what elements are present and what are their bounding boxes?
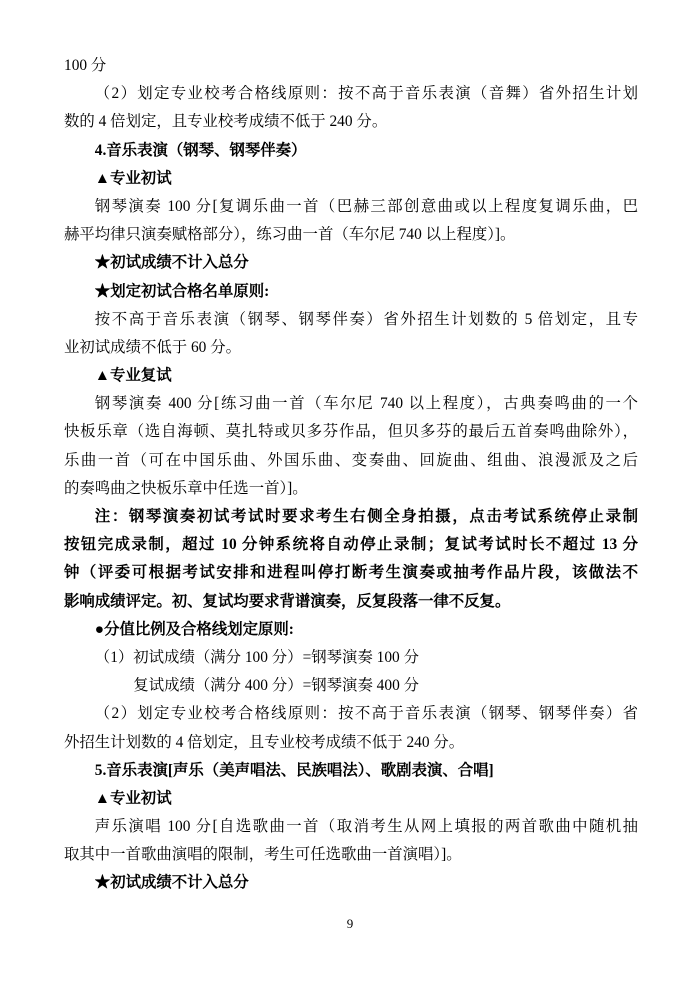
text-line: 的奏鸣曲之快板乐章中任选一首）]。 (64, 479, 308, 497)
text-line: ▲专业复试 (94, 367, 172, 385)
text-line: 按钮完成录制，超过 10 分钟系统将自动停止录制；复试考试时长不超过 13 分 (64, 536, 638, 554)
text-line: 100 分 (64, 57, 107, 74)
text-line: （2）划定专业校考合格线原则：按不高于音乐表演（钢琴、钢琴伴奏）省 (94, 705, 638, 723)
text-line: （1）初试成绩（满分 100 分）=钢琴演奏 100 分 (94, 648, 419, 666)
text-line: ●分值比例及合格线划定原则: (94, 620, 294, 638)
text-line: 赫平均律只演奏赋格部分），练习曲一首（车尔尼 740 以上程度）]。 (64, 226, 516, 244)
text-line: 影响成绩评定。初、复试均要求背谱演奏，反复段落一律不反复。 (64, 592, 511, 610)
text-line: ★划定初试合格名单原则: (94, 282, 270, 300)
text-line: 数的 4 倍划定，且专业校考成绩不低于 240 分。 (64, 113, 388, 131)
text-line: 按不高于音乐表演（钢琴、钢琴伴奏）省外招生计划数的 5 倍划定，且专 (94, 310, 638, 328)
text-line: 复试成绩（满分 400 分）=钢琴演奏 400 分 (133, 677, 420, 695)
text-line: 4.音乐表演（钢琴、钢琴伴奏） (94, 141, 307, 159)
text-line: 业初试成绩不低于 60 分。 (64, 338, 241, 356)
text-line: （2）划定专业校考合格线原则：按不高于音乐表演（音舞）省外招生计划 (94, 85, 638, 103)
text-line: ▲专业初试 (94, 169, 172, 187)
text-line: 钟（评委可根据考试安排和进程叫停打断考生演奏或抽考作品片段，该做法不 (64, 564, 638, 582)
text-line: 外招生计划数的 4 倍划定，且专业校考成绩不低于 240 分。 (64, 733, 465, 751)
document-body (64, 52, 638, 898)
text-line: ★初试成绩不计入总分 (94, 254, 249, 272)
text-line: ★初试成绩不计入总分 (94, 874, 249, 892)
text-line: ▲专业初试 (94, 789, 172, 807)
text-line: 快板乐章（选自海顿、莫扎特或贝多芬作品，但贝多芬的最后五首奏鸣曲除外）， (64, 423, 638, 441)
text-line: 取其中一首歌曲演唱的限制，考生可任选歌曲一首演唱）]。 (64, 846, 462, 864)
text-line: 声乐演唱 100 分[自选歌曲一首（取消考生从网上填报的两首歌曲中随机抽 (94, 818, 638, 836)
text-line: 钢琴演奏 400 分[练习曲一首（车尔尼 740 以上程度），古典奏鸣曲的一个 (94, 395, 638, 413)
text-line: 注：钢琴演奏初试考试时要求考生右侧全身拍摄，点击考试系统停止录制 (94, 508, 638, 525)
page-number: 9 (346, 916, 354, 931)
text-line: 钢琴演奏 100 分[复调乐曲一首（巴赫三部创意曲或以上程度复调乐曲，巴 (94, 197, 638, 215)
text-line: 5.音乐表演[声乐（美声唱法、民族唱法）、歌剧表演、合唱] (94, 761, 494, 779)
text-line: 乐曲一首（可在中国乐曲、外国乐曲、变奏曲、回旋曲、组曲、浪漫派及之后 (64, 451, 638, 469)
